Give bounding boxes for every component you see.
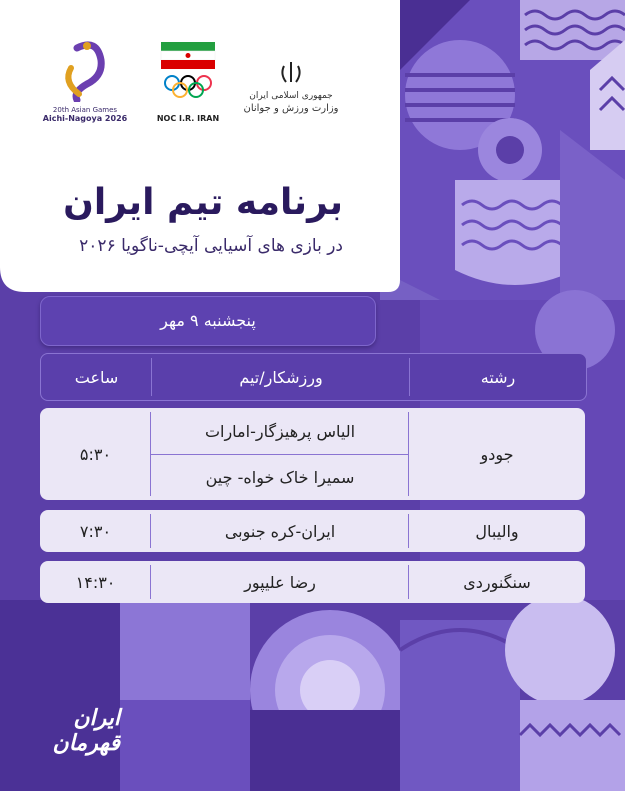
page-subtitle: در بازی های آسیایی آیچی-ناگویا ۲۰۲۶ <box>79 236 343 256</box>
ministry-line2: وزارت ورزش و جوانان <box>243 103 339 114</box>
row-sport: سنگنوردی <box>463 572 531 592</box>
row-sport: جودو <box>480 444 514 464</box>
column-header-athlete: ورزشکار/تیم <box>239 367 323 387</box>
row-athlete: رضا علیپور <box>244 572 316 592</box>
asian-games-caption: Aichi-Nagoya 2026 <box>42 114 128 123</box>
column-header-time: ساعت <box>74 367 119 387</box>
row-athlete: ایران-کره جنوبی <box>224 521 336 541</box>
row-athlete: سمیرا خاک خواه- چین <box>205 467 355 487</box>
logo-strip <box>40 38 370 148</box>
row-time: ۷:۳۰ <box>79 521 112 541</box>
iran-emblem-icon <box>276 60 306 86</box>
row-athlete: الیاس پرهیزگار-امارات <box>204 421 356 441</box>
date-label: پنجشنبه ۹ مهر <box>40 296 376 346</box>
table-row <box>40 561 585 603</box>
table-row <box>40 510 585 552</box>
asian-games-emblem-icon <box>57 38 113 102</box>
table-header <box>40 353 587 401</box>
page-title: برنامه تیم ایران <box>63 182 343 223</box>
noc-logo <box>152 38 224 138</box>
ministry-logo <box>236 60 346 115</box>
iran-flag-olympic-rings-icon <box>159 38 217 108</box>
table-row <box>40 408 585 500</box>
column-header-sport: رشته <box>480 367 516 387</box>
noc-caption: NOC I.R. IRAN <box>156 114 220 123</box>
row-time: ۱۴:۳۰ <box>75 572 116 592</box>
asian-games-logo <box>40 38 130 138</box>
row-time: ۵:۳۰ <box>79 444 112 464</box>
row-sport: والیبال <box>475 521 519 541</box>
brand-logo: ایران قهرمان <box>52 706 120 756</box>
asian-games-caption-top: 20th Asian Games <box>52 106 118 114</box>
ministry-line1: جمهوری اسلامی ایران <box>249 91 333 101</box>
